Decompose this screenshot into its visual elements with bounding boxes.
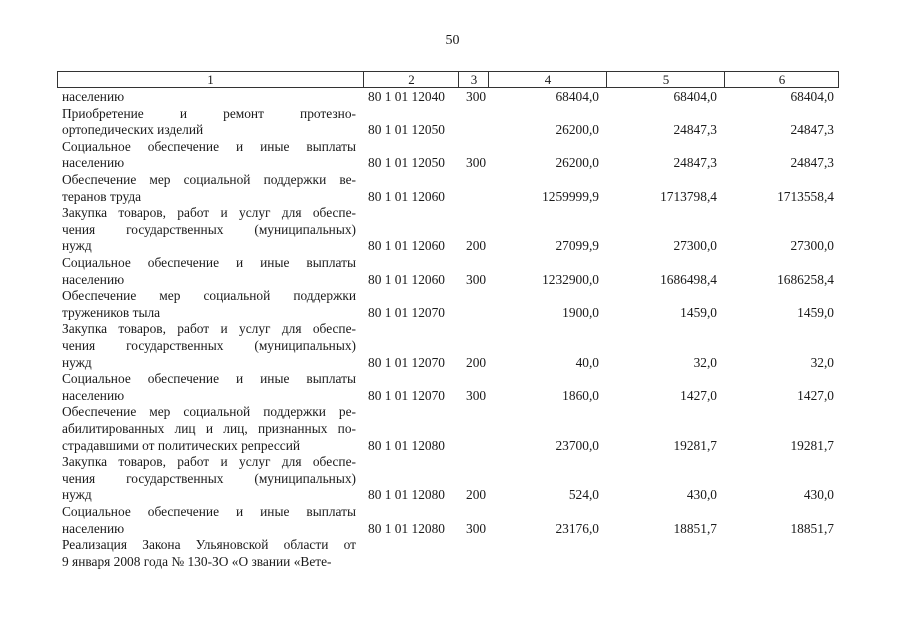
- description-line: Обеспечение мер социальной поддержки ре-: [62, 404, 356, 420]
- description-line: чения государственных (муниципальных): [62, 221, 356, 237]
- row-value-5: 1713798,4: [660, 188, 717, 204]
- row-code: 80 1 01 12060: [368, 271, 445, 287]
- description-line: нужд: [62, 238, 92, 254]
- row-value-4: 26200,0: [555, 155, 599, 171]
- description-line: Закупка товаров, работ и услуг для обеспе-: [62, 454, 356, 470]
- row-code: 80 1 01 12050: [368, 155, 445, 171]
- description-line: населению: [62, 271, 125, 287]
- table-row: [0, 139, 905, 172]
- row-value-5: 24847,3: [673, 155, 717, 171]
- row-kvr: [466, 305, 492, 322]
- page-number: 50: [445, 33, 460, 48]
- row-kvr: [466, 438, 492, 455]
- row-value-6: 32,0: [810, 354, 834, 370]
- row-value-5: 24847,3: [673, 122, 717, 138]
- row-kvr: 200: [466, 238, 487, 254]
- header-col-5: 5: [606, 72, 725, 87]
- description-line: Социальное обеспечение и иные выплаты: [62, 254, 356, 270]
- header-col-4: 4: [488, 72, 607, 87]
- row-value-5: 1459,0: [680, 304, 717, 320]
- row-value-4: 23700,0: [555, 437, 599, 453]
- table-row: [0, 288, 905, 321]
- row-kvr: 300: [466, 155, 487, 171]
- row-code: 80 1 01 12070: [368, 354, 445, 370]
- row-value-5: 19281,7: [673, 437, 717, 453]
- row-description: [62, 172, 356, 205]
- row-value-4: 40,0: [575, 354, 599, 370]
- row-value-5: 68404,0: [673, 89, 717, 104]
- row-value-4: 524,0: [568, 487, 599, 503]
- table-row: [0, 321, 905, 371]
- description-line: ортопедических изделий: [62, 122, 204, 138]
- row-code: 80 1 01 12060: [368, 238, 445, 254]
- row-description: [62, 205, 356, 255]
- description-line: нужд: [62, 354, 92, 370]
- row-value-5: 32,0: [693, 354, 717, 370]
- description-line: населению: [62, 520, 125, 536]
- row-description: [62, 255, 356, 288]
- row-description: [62, 288, 356, 321]
- row-value-6: 1459,0: [797, 304, 834, 320]
- row-code: [368, 554, 464, 571]
- row-description: [62, 454, 356, 504]
- row-code: 80 1 01 12080: [368, 487, 445, 503]
- row-kvr: 300: [466, 89, 487, 104]
- description-line: Обеспечение мер социальной поддержки ве-: [62, 171, 356, 187]
- row-description: [62, 139, 356, 172]
- row-code: 80 1 01 12080: [368, 437, 445, 453]
- table-row: [0, 89, 905, 106]
- description-line: чения государственных (муниципальных): [62, 337, 356, 353]
- header-col-6: 6: [724, 72, 839, 87]
- table-row: [0, 504, 905, 537]
- row-value-4: 23176,0: [555, 520, 599, 536]
- row-kvr: [466, 554, 492, 571]
- row-description: [62, 404, 356, 454]
- row-value-4: 1860,0: [562, 387, 599, 403]
- row-value-4: 26200,0: [555, 122, 599, 138]
- row-value-6: 68404,0: [790, 89, 834, 104]
- description-line: Реализация Закона Ульяновской области от: [62, 537, 356, 553]
- header-col-2: 2: [363, 72, 459, 87]
- description-line: 9 января 2008 года № 130-ЗО «О звании «Вете-: [62, 553, 332, 569]
- table-row: [0, 172, 905, 205]
- row-value-4: 27099,9: [555, 238, 599, 254]
- table-row: [0, 404, 905, 454]
- description-line: населению: [62, 155, 125, 171]
- row-kvr: 200: [466, 354, 487, 370]
- row-value-4: 1900,0: [562, 304, 599, 320]
- table-row: [0, 371, 905, 404]
- row-value-6: 19281,7: [790, 437, 834, 453]
- row-code: 80 1 01 12070: [368, 304, 445, 320]
- row-description: [62, 106, 356, 139]
- row-value-5: 1686498,4: [660, 271, 717, 287]
- table-row: [0, 537, 905, 570]
- description-line: тружеников тыла: [62, 304, 161, 320]
- header-col-3: 3: [458, 72, 489, 87]
- row-value-5: 1427,0: [680, 387, 717, 403]
- description-line: Закупка товаров, работ и услуг для обеспе-: [62, 205, 356, 221]
- description-line: Социальное обеспечение и иные выплаты: [62, 138, 356, 154]
- table-row: [0, 205, 905, 255]
- row-kvr: [466, 122, 492, 139]
- description-line: абилитированных лиц и лиц, признанных по-: [62, 420, 356, 436]
- row-code: 80 1 01 12060: [368, 188, 445, 204]
- description-line: нужд: [62, 487, 92, 503]
- row-description: [62, 537, 356, 570]
- row-description: [62, 321, 356, 371]
- table-body: [0, 89, 905, 570]
- row-value-6: 24847,3: [790, 155, 834, 171]
- description-line: населению: [62, 387, 125, 403]
- row-value-6: 430,0: [803, 487, 834, 503]
- header-col-1: 1: [207, 72, 214, 87]
- row-kvr: 300: [466, 271, 487, 287]
- row-code: 80 1 01 12070: [368, 387, 445, 403]
- row-code: 80 1 01 12040: [368, 89, 445, 104]
- row-kvr: 300: [466, 520, 487, 536]
- description-line: Закупка товаров, работ и услуг для обеспе-: [62, 321, 356, 337]
- description-line: населению: [62, 89, 125, 104]
- row-code: 80 1 01 12050: [368, 122, 445, 138]
- row-value-5: 18851,7: [673, 520, 717, 536]
- row-value-6: 1713558,4: [777, 188, 834, 204]
- row-kvr: 200: [466, 487, 487, 503]
- description-line: Приобретение и ремонт протезно-: [62, 105, 356, 121]
- row-value-5: 27300,0: [673, 238, 717, 254]
- description-line: Социальное обеспечение и иные выплаты: [62, 371, 356, 387]
- row-value-6: 27300,0: [790, 238, 834, 254]
- row-value-5: 430,0: [686, 487, 717, 503]
- table-row: [0, 454, 905, 504]
- row-description: [62, 371, 356, 404]
- row-kvr: [466, 189, 492, 206]
- row-value-4: 1232900,0: [542, 271, 599, 287]
- row-value-4: 1259999,9: [542, 188, 599, 204]
- description-line: теранов труда: [62, 188, 142, 204]
- row-description: [62, 89, 356, 106]
- description-line: страдавшими от политических репрессий: [62, 437, 301, 453]
- row-kvr: 300: [466, 387, 487, 403]
- row-code: 80 1 01 12080: [368, 520, 445, 536]
- row-value-4: 68404,0: [555, 89, 599, 104]
- description-line: чения государственных (муниципальных): [62, 470, 356, 486]
- row-value-6: 1686258,4: [777, 271, 834, 287]
- row-value-6: 1427,0: [797, 387, 834, 403]
- table-header: [57, 71, 839, 88]
- row-value-6: 18851,7: [790, 520, 834, 536]
- table-row: [0, 255, 905, 288]
- description-line: Социальное обеспечение и иные выплаты: [62, 503, 356, 519]
- row-value-6: 24847,3: [790, 122, 834, 138]
- row-description: [62, 504, 356, 537]
- description-line: Обеспечение мер социальной поддержки: [62, 288, 356, 304]
- table-row: [0, 106, 905, 139]
